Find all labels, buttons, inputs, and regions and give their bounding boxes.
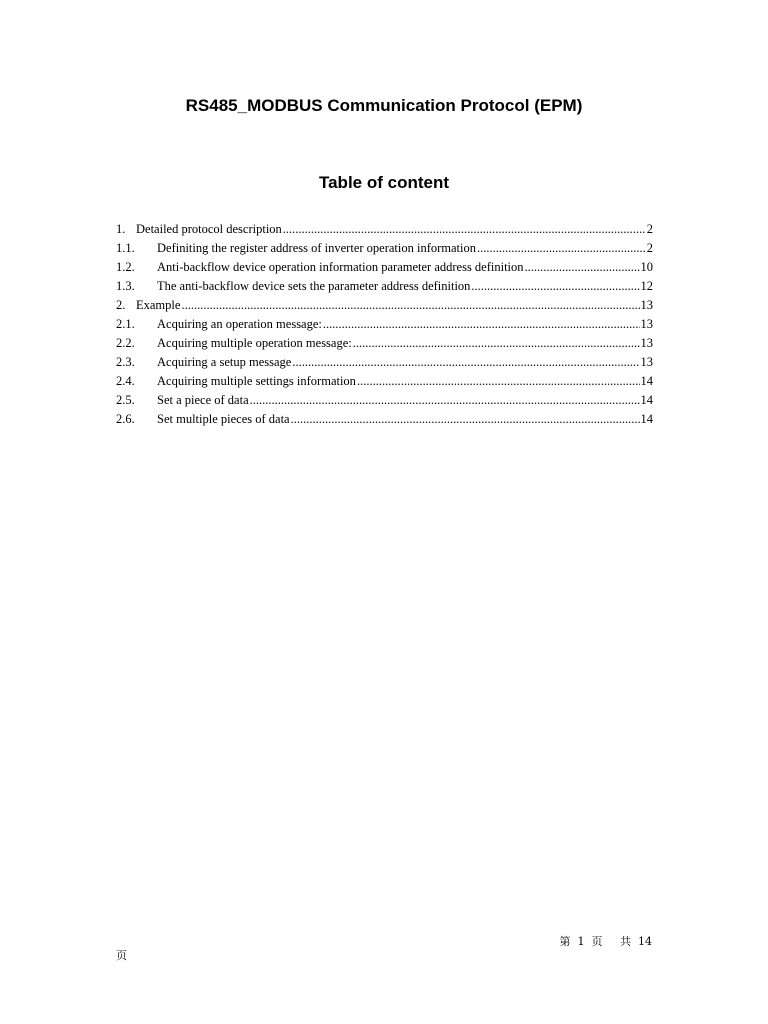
toc-dot-leader [323, 315, 640, 334]
toc-entry-title: Definiting the register address of inverter operation information [157, 241, 476, 255]
toc-entry-number: 2.3. [116, 355, 135, 369]
toc-entry[interactable] [116, 220, 653, 239]
toc-dot-leader [477, 239, 646, 258]
toc-entry-title: Example [136, 298, 181, 312]
toc-entry[interactable] [116, 334, 653, 353]
toc-entry-page: 12 [640, 279, 653, 293]
toc-entry-page: 14 [640, 393, 653, 407]
toc-entry-page: 10 [640, 260, 653, 274]
toc-entry-title: Acquiring multiple settings information [157, 374, 356, 388]
toc-entry-title: Acquiring multiple operation message: [157, 336, 352, 350]
page-suffix-footer: 页 [116, 949, 127, 962]
document-title: RS485_MODBUS Communication Protocol (EPM) [185, 96, 583, 115]
toc-entry-number: 2.2. [116, 336, 135, 350]
toc-dot-leader [471, 277, 639, 296]
toc-entry[interactable] [116, 239, 653, 258]
toc-entry-number: 2.6. [116, 412, 135, 426]
table-of-contents [116, 220, 653, 429]
toc-dot-leader [250, 391, 640, 410]
toc-entry-number: 2.4. [116, 374, 135, 388]
toc-entry[interactable] [116, 258, 653, 277]
toc-entry-page: 13 [640, 317, 653, 331]
toc-entry-title: Acquiring a setup message [157, 355, 292, 369]
toc-dot-leader [357, 372, 640, 391]
toc-entry[interactable] [116, 391, 653, 410]
toc-entry-title: Set multiple pieces of data [157, 412, 290, 426]
toc-entry[interactable] [116, 372, 653, 391]
toc-entry[interactable] [116, 353, 653, 372]
toc-dot-leader [292, 353, 639, 372]
toc-entry-page: 14 [640, 374, 653, 388]
toc-entry-number: 2.5. [116, 393, 135, 407]
toc-entry[interactable] [116, 277, 653, 296]
toc-dot-leader [525, 258, 640, 277]
toc-entry-title: Detailed protocol description [136, 222, 282, 236]
toc-entry-title: Anti-backflow device operation information parameter address definition [157, 260, 524, 274]
toc-entry-page: 13 [640, 336, 653, 350]
toc-entry-number: 1.2. [116, 260, 135, 274]
toc-entry-page: 2 [646, 241, 653, 255]
toc-dot-leader [181, 296, 639, 315]
toc-entry[interactable] [116, 315, 653, 334]
toc-dot-leader [353, 334, 640, 353]
toc-entry-page: 13 [640, 355, 653, 369]
toc-entry[interactable] [116, 410, 653, 429]
toc-entry-number: 2.1. [116, 317, 135, 331]
page-number-footer: 第 1 页 共 14 [559, 935, 652, 948]
toc-entry-page: 14 [640, 412, 653, 426]
toc-entry-number: 2. [116, 298, 126, 312]
toc-dot-leader [283, 220, 646, 239]
toc-entry-title: Set a piece of data [157, 393, 249, 407]
toc-entry-page: 13 [640, 298, 653, 312]
toc-entry-title: Acquiring an operation message: [157, 317, 322, 331]
toc-entry-number: 1.1. [116, 241, 135, 255]
toc-entry-title: The anti-backflow device sets the parameter address definition [157, 279, 471, 293]
toc-entry-number: 1. [116, 222, 126, 236]
toc-dot-leader [291, 410, 640, 429]
toc-entry[interactable] [116, 296, 653, 315]
toc-entry-number: 1.3. [116, 279, 135, 293]
toc-entry-page: 2 [646, 222, 653, 236]
toc-heading: Table of content [318, 173, 449, 192]
